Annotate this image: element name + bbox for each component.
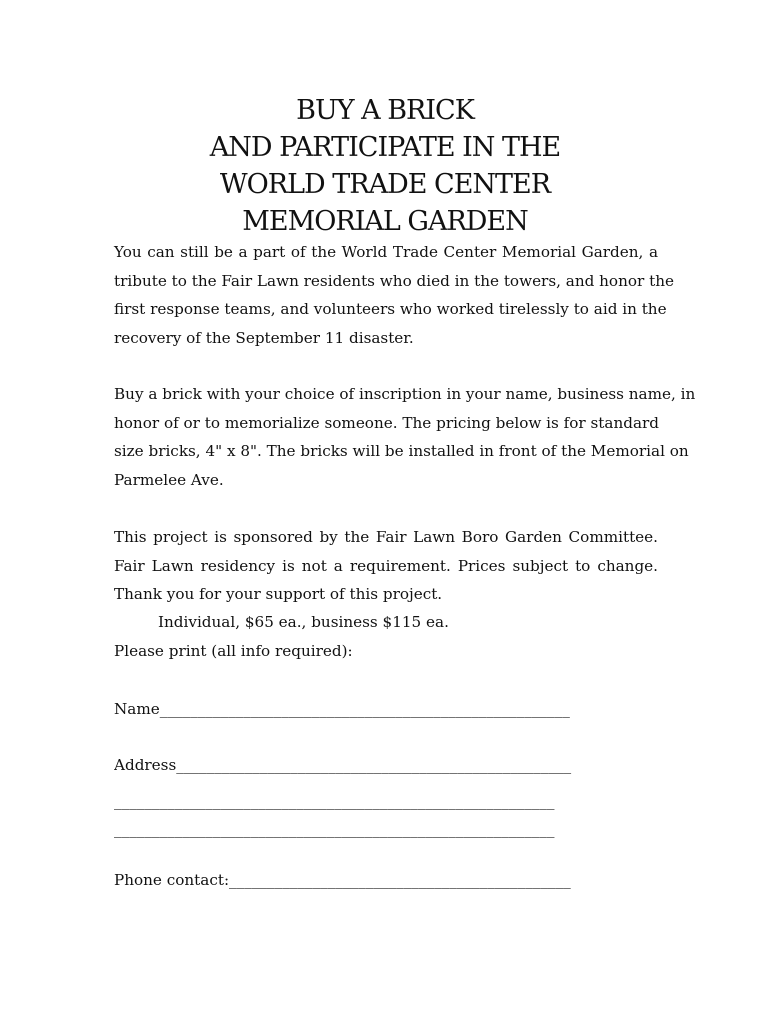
intro-line-3: first response teams, and volunteers who worked tirelessly to aid in the — [114, 300, 667, 318]
intro-paragraph — [114, 238, 674, 352]
sponsor-paragraph — [114, 523, 658, 609]
sponsor-line-2: Fair Lawn residency is not a requirement. Prices subject to change. — [114, 556, 658, 575]
flyer-title — [0, 92, 770, 240]
title-line-3: WORLD TRADE CENTER — [219, 169, 551, 200]
intro-line-2: tribute to the Fair Lawn residents who died in the towers, and honor the — [114, 271, 674, 290]
sponsor-line-3: Thank you for your support of this project. — [114, 585, 443, 603]
address-field-line-2[interactable]: __________________________________________________________ — [114, 792, 555, 810]
address-field[interactable]: Address____________________________________________________ — [114, 756, 572, 774]
intro-line-1: You can still be a part of the World Trade Center Memorial Garden, a — [114, 243, 658, 261]
brick-info-line-4: Parmelee Ave. — [114, 470, 224, 489]
brick-info-line-3: size bricks, 4" x 8". The bricks will be installed in front of the Memorial on — [114, 442, 689, 460]
brick-info-line-2: honor of or to memorialize someone. The pricing below is for standard — [114, 413, 659, 432]
pricing-text: Individual, $65 ea., business $115 ea. — [158, 613, 449, 631]
title-line-1: BUY A BRICK — [296, 95, 474, 126]
title-line-4: MEMORIAL GARDEN — [242, 206, 528, 237]
name-field[interactable]: Name______________________________________________________ — [114, 700, 570, 718]
title-line-2: AND PARTICIPATE IN THE — [209, 132, 561, 163]
print-instruction: Please print (all info required): — [114, 642, 353, 660]
intro-line-4: recovery of the September 11 disaster. — [114, 328, 414, 347]
brick-info-line-1: Buy a brick with your choice of inscription in your name, business name, in — [114, 385, 696, 403]
brick-info-paragraph — [114, 380, 696, 494]
address-field-line-3[interactable]: __________________________________________________________ — [114, 820, 555, 838]
sponsor-line-1: This project is sponsored by the Fair Lawn Boro Garden Committee. — [114, 528, 658, 546]
phone-contact-field[interactable]: Phone contact:_____________________________________________ — [114, 871, 571, 889]
